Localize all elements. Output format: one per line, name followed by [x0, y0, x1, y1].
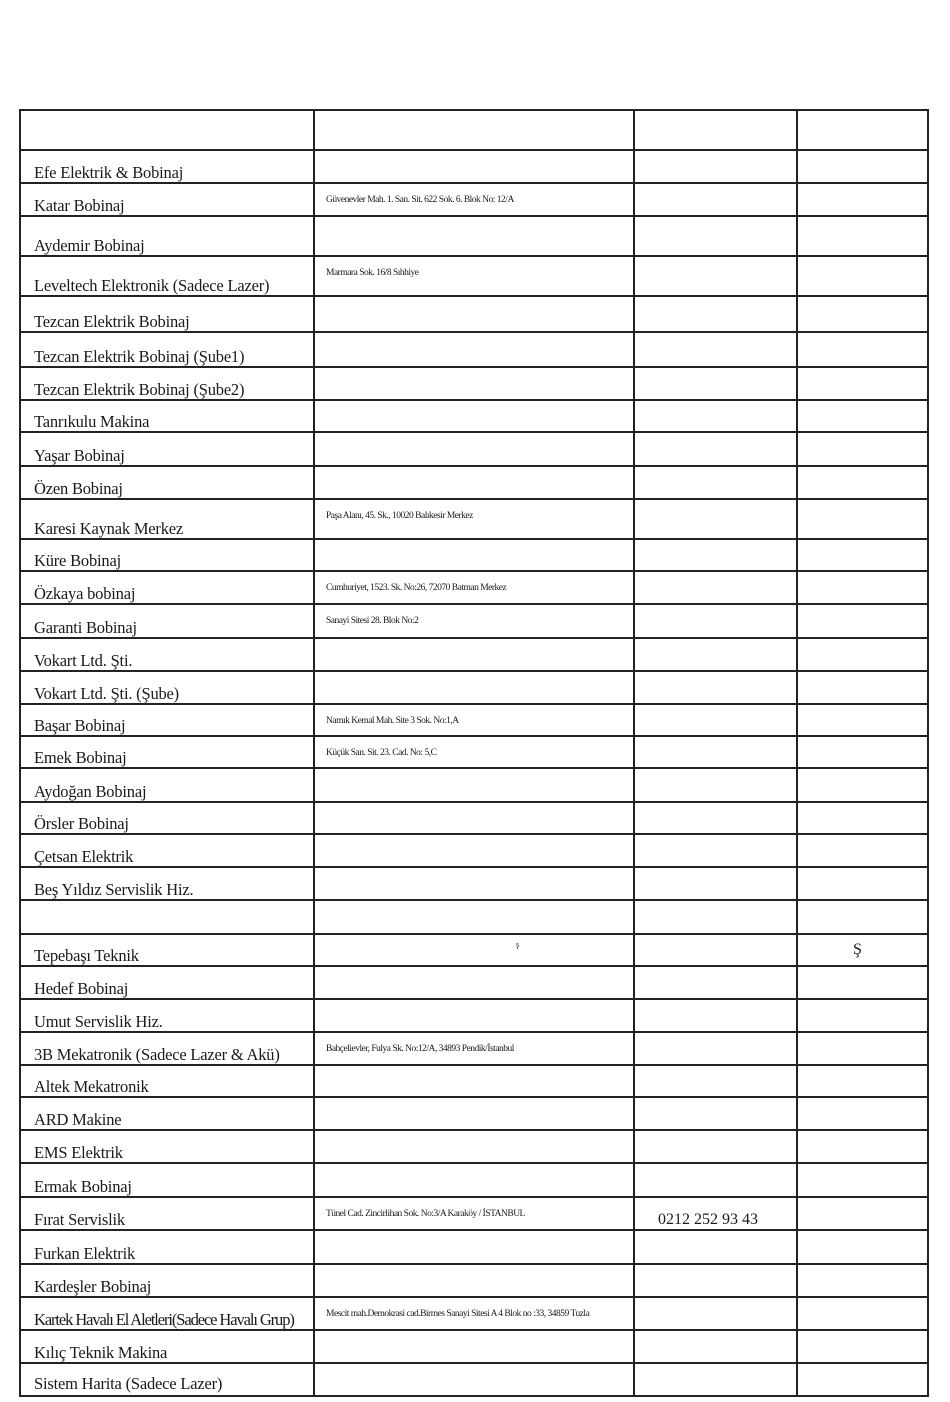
company-name: ARD Makine: [34, 1110, 122, 1129]
company-name: Vokart Ltd. Şti. (Şube): [34, 684, 179, 703]
table-row: [19, 703, 929, 737]
company-address: Mescit mah.Demokrasi cad.Birmes Sanayi Sitesi A 4 Blok no :33, 34859 Tuzla: [326, 1309, 590, 1319]
company-name: EMS Elektrik: [34, 1143, 123, 1162]
company-address: Güvenevler Mah. 1. San. Sit. 622 Sok. 6. Blok No: 12/A: [326, 195, 514, 205]
company-name: Tezcan Elektrik Bobinaj: [34, 312, 190, 331]
company-name: Tezcan Elektrik Bobinaj (Şube2): [34, 380, 245, 399]
table-row: [19, 1162, 929, 1198]
company-name: Tezcan Elektrik Bobinaj (Şube1): [34, 347, 245, 366]
table-row: [19, 1196, 929, 1231]
table-row: [19, 670, 929, 705]
column-divider-1: [313, 109, 315, 1395]
company-address: Tünel Cad. Zincirlihan Sok. No:3/A Karaköy / İSTANBUL: [326, 1209, 525, 1219]
company-address: Marmara Sok. 16/8 Sıhhiye: [326, 268, 419, 278]
company-name: Fırat Servislik: [34, 1210, 125, 1229]
company-name: Örsler Bobinaj: [34, 814, 129, 833]
table-row: [19, 1096, 929, 1131]
company-name: Furkan Elektrik: [34, 1244, 136, 1263]
table-row: [19, 538, 929, 572]
table-row: [19, 767, 929, 803]
company-name: Başar Bobinaj: [34, 716, 126, 735]
company-name: Garanti Bobinaj: [34, 618, 137, 637]
company-name: Efe Elektrik & Bobinaj: [34, 163, 184, 182]
table-row: [19, 331, 929, 368]
table-row: [19, 899, 929, 935]
table-row: [19, 933, 929, 967]
company-address: Sanayi Sitesi 28. Blok No:2: [326, 616, 419, 626]
company-name: Tanrıkulu Makina: [34, 412, 150, 431]
company-name: Karesi Kaynak Merkez: [34, 519, 184, 538]
company-name: Kılıç Teknik Makina: [34, 1343, 168, 1362]
company-name: Çetsan Elektrik: [34, 847, 134, 866]
service-directory-table: [19, 109, 929, 1395]
table-row: [19, 801, 929, 835]
company-name: Katar Bobinaj: [34, 196, 125, 215]
company-phone: 0212 252 93 43: [658, 1211, 758, 1228]
table-row: [19, 215, 929, 257]
company-name: Kardeşler Bobinaj: [34, 1277, 152, 1296]
company-address: Namık Kemal Mah. Site 3 Sok. No:1,A: [326, 716, 459, 726]
company-name: Emek Bobinaj: [34, 748, 127, 767]
company-name: Özen Bobinaj: [34, 479, 123, 498]
table-row: [19, 255, 929, 297]
table-row: [19, 1296, 929, 1331]
table-row: [19, 1129, 929, 1164]
company-name: Tepebaşı Teknik: [34, 946, 139, 965]
table-row: [19, 182, 929, 217]
company-name: Aydoğan Bobinaj: [34, 782, 147, 801]
table-row: [19, 965, 929, 1000]
table-row: [19, 465, 929, 500]
table-row: [19, 366, 929, 401]
table-row: [19, 1263, 929, 1298]
table-row: [19, 998, 929, 1033]
company-name: Yaşar Bobinaj: [34, 446, 125, 465]
table-row: [19, 1229, 929, 1265]
company-name: Aydemir Bobinaj: [34, 236, 145, 255]
table-border-right: [927, 109, 929, 1395]
company-name: Sistem Harita (Sadece Lazer): [34, 1374, 223, 1393]
table-row: [19, 498, 929, 540]
table-row: [19, 603, 929, 639]
company-name: Küre Bobinaj: [34, 551, 121, 570]
company-name: Vokart Ltd. Şti.: [34, 651, 133, 670]
table-row: [19, 866, 929, 901]
company-address: Küçük San. Sit. 23. Cad. No: 5,C: [326, 748, 437, 758]
company-address: Bahçelievler, Fulya Sk. No:12/A, 34893 Pendik/İstanbul: [326, 1044, 514, 1054]
company-name: Leveltech Elektronik (Sadece Lazer): [34, 276, 270, 295]
table-row: [19, 1362, 929, 1397]
table-row: [19, 399, 929, 433]
column-divider-2: [633, 109, 635, 1395]
company-name: 3B Mekatronik (Sadece Lazer & Akü): [34, 1045, 280, 1064]
company-name: Kartek Havalı El Aletleri(Sadece Havalı Grup): [34, 1310, 294, 1329]
table-row: [19, 109, 929, 151]
table-row: [19, 431, 929, 467]
table-row: [19, 735, 929, 769]
column-divider-3: [796, 109, 798, 1395]
company-name: Beş Yıldız Servislik Hiz.: [34, 880, 194, 899]
table-row: [19, 637, 929, 672]
company-address: Paşa Alanı, 45. Sk., 10020 Balıkesir Merkez: [326, 511, 473, 521]
company-name: Umut Servislik Hiz.: [34, 1012, 163, 1031]
company-address: ş: [516, 940, 520, 949]
company-name: Altek Mekatronik: [34, 1077, 149, 1096]
table-row: [19, 1031, 929, 1066]
table-row: [19, 1329, 929, 1364]
company-name: Ermak Bobinaj: [34, 1177, 132, 1196]
table-row: [19, 1064, 929, 1098]
table-border-left: [19, 109, 21, 1395]
company-extra: Ş: [853, 941, 862, 958]
company-address: Cumhuriyet, 1523. Sk. No:26, 72070 Batman Merkez: [326, 583, 507, 593]
table-row: [19, 149, 929, 184]
table-row: [19, 295, 929, 333]
table-row: [19, 570, 929, 605]
table-row: [19, 833, 929, 868]
company-name: Hedef Bobinaj: [34, 979, 129, 998]
company-name: Özkaya bobinaj: [34, 584, 136, 603]
